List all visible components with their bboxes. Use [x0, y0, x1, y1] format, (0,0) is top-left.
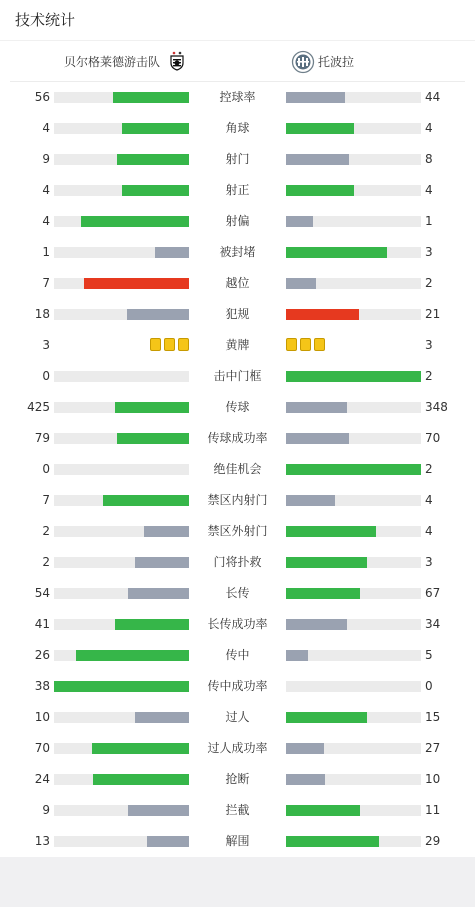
- away-stat-bar: [286, 712, 421, 723]
- yellow-card-icon: [286, 338, 297, 351]
- home-stat-bar: [54, 681, 189, 692]
- away-stat-bar-fill: [286, 402, 347, 413]
- away-stat-bar-fill: [286, 123, 354, 134]
- home-stat-value: 24: [34, 772, 50, 786]
- stat-label: 绝佳机会: [213, 462, 262, 476]
- home-stat-bar-fill: [135, 557, 189, 568]
- away-stat-bar-fill: [286, 712, 367, 723]
- away-stat-value: 3: [425, 338, 433, 352]
- away-stat-bar: [286, 216, 421, 227]
- stat-label: 控球率: [219, 90, 256, 104]
- stat-row: [0, 113, 475, 144]
- away-stat-value: 34: [425, 617, 441, 631]
- stat-row: [0, 361, 475, 392]
- home-stat-value: 0: [42, 369, 50, 383]
- home-stat-bar-fill: [128, 588, 189, 599]
- home-stat-bar: [54, 247, 189, 258]
- away-stat-value: 5: [425, 648, 433, 662]
- home-stat-bar: [54, 526, 189, 537]
- home-team[interactable]: [64, 41, 188, 81]
- away-stat-bar-fill: [286, 464, 421, 475]
- away-stat-bar-fill: [286, 619, 347, 630]
- stat-row: [0, 640, 475, 671]
- away-stat-value: 15: [425, 710, 441, 724]
- home-stat-bar: [54, 123, 189, 134]
- home-stat-value: 2: [42, 524, 50, 538]
- stat-row: [0, 578, 475, 609]
- stat-row: [0, 609, 475, 640]
- home-stat-value: 26: [34, 648, 50, 662]
- stat-label: 传中: [225, 648, 250, 662]
- away-stat-value: 3: [425, 245, 433, 259]
- home-stat-bar-fill: [84, 278, 189, 289]
- stat-label: 射偏: [225, 214, 250, 228]
- home-stat-value: 79: [34, 431, 50, 445]
- away-stat-value: 2: [425, 276, 433, 290]
- stat-label: 抢断: [225, 772, 250, 786]
- away-stat-value: 4: [425, 493, 433, 507]
- away-stat-value: 4: [425, 524, 433, 538]
- stat-row: [0, 299, 475, 330]
- home-stat-bar-fill: [92, 743, 189, 754]
- yellow-card-icon: [300, 338, 311, 351]
- away-stat-value: 29: [425, 834, 441, 848]
- stat-row: [0, 82, 475, 113]
- home-stat-bar: [54, 495, 189, 506]
- home-stat-bar-fill: [117, 433, 189, 444]
- away-stat-bar: [286, 526, 421, 537]
- away-stat-bar: [286, 92, 421, 103]
- home-stat-bar-fill: [144, 526, 189, 537]
- home-stat-value: 18: [34, 307, 50, 321]
- away-stat-bar: [286, 836, 421, 847]
- home-stat-bar-fill: [122, 185, 190, 196]
- away-stat-value: 1: [425, 214, 433, 228]
- home-stat-value: 7: [42, 276, 50, 290]
- home-stat-bar: [54, 836, 189, 847]
- home-stat-value: 4: [42, 214, 50, 228]
- yellow-card-icon: [314, 338, 325, 351]
- stat-row: [0, 764, 475, 795]
- home-stat-bar-fill: [122, 123, 190, 134]
- stat-row: [0, 733, 475, 764]
- away-stat-bar: [286, 619, 421, 630]
- stat-label: 射正: [225, 183, 250, 197]
- stat-row: [0, 175, 475, 206]
- away-stat-bar-fill: [286, 247, 387, 258]
- stat-label: 过人: [225, 710, 250, 724]
- stat-row: [0, 547, 475, 578]
- stat-label: 禁区内射门: [207, 493, 268, 507]
- home-stat-bar-fill: [115, 619, 189, 630]
- home-stat-value: 425: [27, 400, 50, 414]
- home-stat-value: 7: [42, 493, 50, 507]
- home-stat-bar: [54, 619, 189, 630]
- stat-row: [0, 206, 475, 237]
- stat-label: 犯规: [225, 307, 250, 321]
- away-stat-bar: [286, 557, 421, 568]
- home-stat-bar: [54, 650, 189, 661]
- away-stat-bar: [286, 588, 421, 599]
- stat-label: 传中成功率: [207, 679, 268, 693]
- away-stat-value: 4: [425, 121, 433, 135]
- home-stat-bar-fill: [93, 774, 189, 785]
- away-team[interactable]: [291, 41, 354, 81]
- away-stat-bar-fill: [286, 774, 325, 785]
- home-stat-value: 4: [42, 121, 50, 135]
- stat-row: [0, 485, 475, 516]
- away-stat-bar: [286, 805, 421, 816]
- stat-row: [0, 268, 475, 299]
- home-stat-bar-fill: [81, 216, 189, 227]
- stat-row: [0, 795, 475, 826]
- away-stat-bar-fill: [286, 836, 379, 847]
- away-stat-value: 4: [425, 183, 433, 197]
- away-team-name: 托波拉: [318, 54, 355, 69]
- away-stat-bar-fill: [286, 588, 360, 599]
- home-stat-bar: [54, 743, 189, 754]
- away-stat-bar: [286, 371, 421, 382]
- away-stat-bar-fill: [286, 278, 316, 289]
- away-stat-bar: [286, 123, 421, 134]
- stat-label: 传球成功率: [207, 431, 268, 445]
- home-stat-bar: [54, 464, 189, 475]
- away-stat-bar: [286, 247, 421, 258]
- stat-label: 长传: [225, 586, 250, 600]
- stat-label: 禁区外射门: [207, 524, 268, 538]
- away-stat-value: 0: [425, 679, 433, 693]
- yellow-card-icon: [164, 338, 175, 351]
- stat-label: 击中门框: [213, 369, 262, 383]
- away-stat-value: 2: [425, 369, 433, 383]
- home-stat-bar-fill: [155, 247, 189, 258]
- stat-row: [0, 826, 475, 857]
- home-stat-bar: [54, 371, 189, 382]
- home-stat-value: 4: [42, 183, 50, 197]
- stat-row: [0, 237, 475, 268]
- away-stat-bar: [286, 464, 421, 475]
- home-stat-bar: [54, 433, 189, 444]
- away-stat-bar: [286, 495, 421, 506]
- home-stat-value: 56: [34, 90, 50, 104]
- away-stat-bar: [286, 402, 421, 413]
- away-stat-bar-fill: [286, 92, 345, 103]
- away-team-logo-icon: [291, 50, 313, 72]
- yellow-card-icon: [150, 338, 161, 351]
- home-stat-bar: [54, 805, 189, 816]
- yellow-card-icon: [178, 338, 189, 351]
- away-stat-bar-fill: [286, 557, 367, 568]
- away-stat-bar-fill: [286, 309, 359, 320]
- stat-label: 被封堵: [219, 245, 256, 259]
- stats-list: [0, 82, 475, 857]
- away-stat-bar-fill: [286, 371, 421, 382]
- stat-label: 黄牌: [225, 338, 250, 352]
- stat-label: 角球: [225, 121, 250, 135]
- stat-row: [0, 516, 475, 547]
- home-stat-bar: [54, 278, 189, 289]
- away-stat-bar: [286, 681, 421, 692]
- home-stat-bar: [54, 774, 189, 785]
- home-stat-bar-fill: [117, 154, 189, 165]
- away-stat-bar-fill: [286, 154, 349, 165]
- home-stat-bar-fill: [135, 712, 189, 723]
- away-stat-bar: [286, 154, 421, 165]
- home-yellow-cards: [150, 338, 189, 351]
- away-yellow-cards: [286, 338, 325, 351]
- stat-row: [0, 392, 475, 423]
- away-stat-value: 70: [425, 431, 441, 445]
- away-stat-value: 10: [425, 772, 441, 786]
- home-stat-bar: [54, 92, 189, 103]
- away-stat-value: 8: [425, 152, 433, 166]
- away-stat-value: 67: [425, 586, 441, 600]
- away-stat-bar: [286, 309, 421, 320]
- away-stat-value: 27: [425, 741, 441, 755]
- home-stat-bar: [54, 712, 189, 723]
- home-stat-bar: [54, 185, 189, 196]
- stat-label: 传球: [225, 400, 250, 414]
- away-stat-bar: [286, 774, 421, 785]
- home-stat-value: 0: [42, 462, 50, 476]
- away-stat-bar-fill: [286, 216, 313, 227]
- home-stat-value: 10: [34, 710, 50, 724]
- home-stat-bar-fill: [128, 805, 189, 816]
- home-stat-value: 13: [34, 834, 50, 848]
- away-stat-bar: [286, 743, 421, 754]
- away-stat-bar-fill: [286, 526, 376, 537]
- stat-row: [0, 144, 475, 175]
- teams-header: [10, 41, 465, 82]
- home-stat-value: 1: [42, 245, 50, 259]
- home-stat-value: 3: [42, 338, 50, 352]
- stat-label: 越位: [225, 276, 250, 290]
- away-stat-bar: [286, 650, 421, 661]
- home-stat-bar-fill: [103, 495, 189, 506]
- away-stat-value: 21: [425, 307, 441, 321]
- away-stat-value: 44: [425, 90, 441, 104]
- stat-label: 射门: [225, 152, 250, 166]
- away-stat-value: 3: [425, 555, 433, 569]
- stat-label: 解围: [225, 834, 250, 848]
- away-stat-bar: [286, 433, 421, 444]
- stat-label: 门将扑救: [213, 555, 262, 569]
- home-stat-bar-fill: [127, 309, 189, 320]
- home-stat-bar: [54, 216, 189, 227]
- section-title: 技术统计: [0, 0, 475, 41]
- home-stat-bar: [54, 309, 189, 320]
- away-stat-bar-fill: [286, 650, 308, 661]
- home-stat-bar-fill: [113, 92, 189, 103]
- away-stat-bar-fill: [286, 185, 354, 196]
- home-stat-bar-fill: [115, 402, 189, 413]
- home-team-name: 贝尔格莱德游击队: [63, 54, 160, 69]
- away-stat-value: 2: [425, 462, 433, 476]
- home-stat-value: 2: [42, 555, 50, 569]
- stat-row: [0, 423, 475, 454]
- away-stat-bar: [286, 185, 421, 196]
- home-stat-bar-fill: [147, 836, 189, 847]
- away-stat-bar-fill: [286, 743, 324, 754]
- home-stat-value: 54: [34, 586, 50, 600]
- away-stat-value: 348: [425, 400, 448, 414]
- home-stat-bar: [54, 402, 189, 413]
- away-stat-value: 11: [425, 803, 441, 817]
- away-stat-bar: [286, 278, 421, 289]
- stat-row: [0, 702, 475, 733]
- home-team-logo-icon: [166, 50, 188, 72]
- home-stat-value: 9: [42, 803, 50, 817]
- away-stat-bar-fill: [286, 433, 349, 444]
- home-stat-bar-fill: [54, 681, 189, 692]
- stat-row: [0, 454, 475, 485]
- away-stat-bar-fill: [286, 495, 335, 506]
- stat-row: [0, 671, 475, 702]
- home-stat-bar-fill: [76, 650, 189, 661]
- away-stat-bar-fill: [286, 805, 360, 816]
- stat-row: [0, 330, 475, 361]
- home-stat-bar: [54, 557, 189, 568]
- home-stat-value: 70: [34, 741, 50, 755]
- home-stat-value: 9: [42, 152, 50, 166]
- stat-label: 长传成功率: [207, 617, 268, 631]
- home-stat-value: 38: [34, 679, 50, 693]
- home-stat-value: 41: [34, 617, 50, 631]
- home-stat-bar: [54, 154, 189, 165]
- home-stat-bar: [54, 588, 189, 599]
- stat-label: 过人成功率: [207, 741, 268, 755]
- stat-label: 拦截: [225, 803, 250, 817]
